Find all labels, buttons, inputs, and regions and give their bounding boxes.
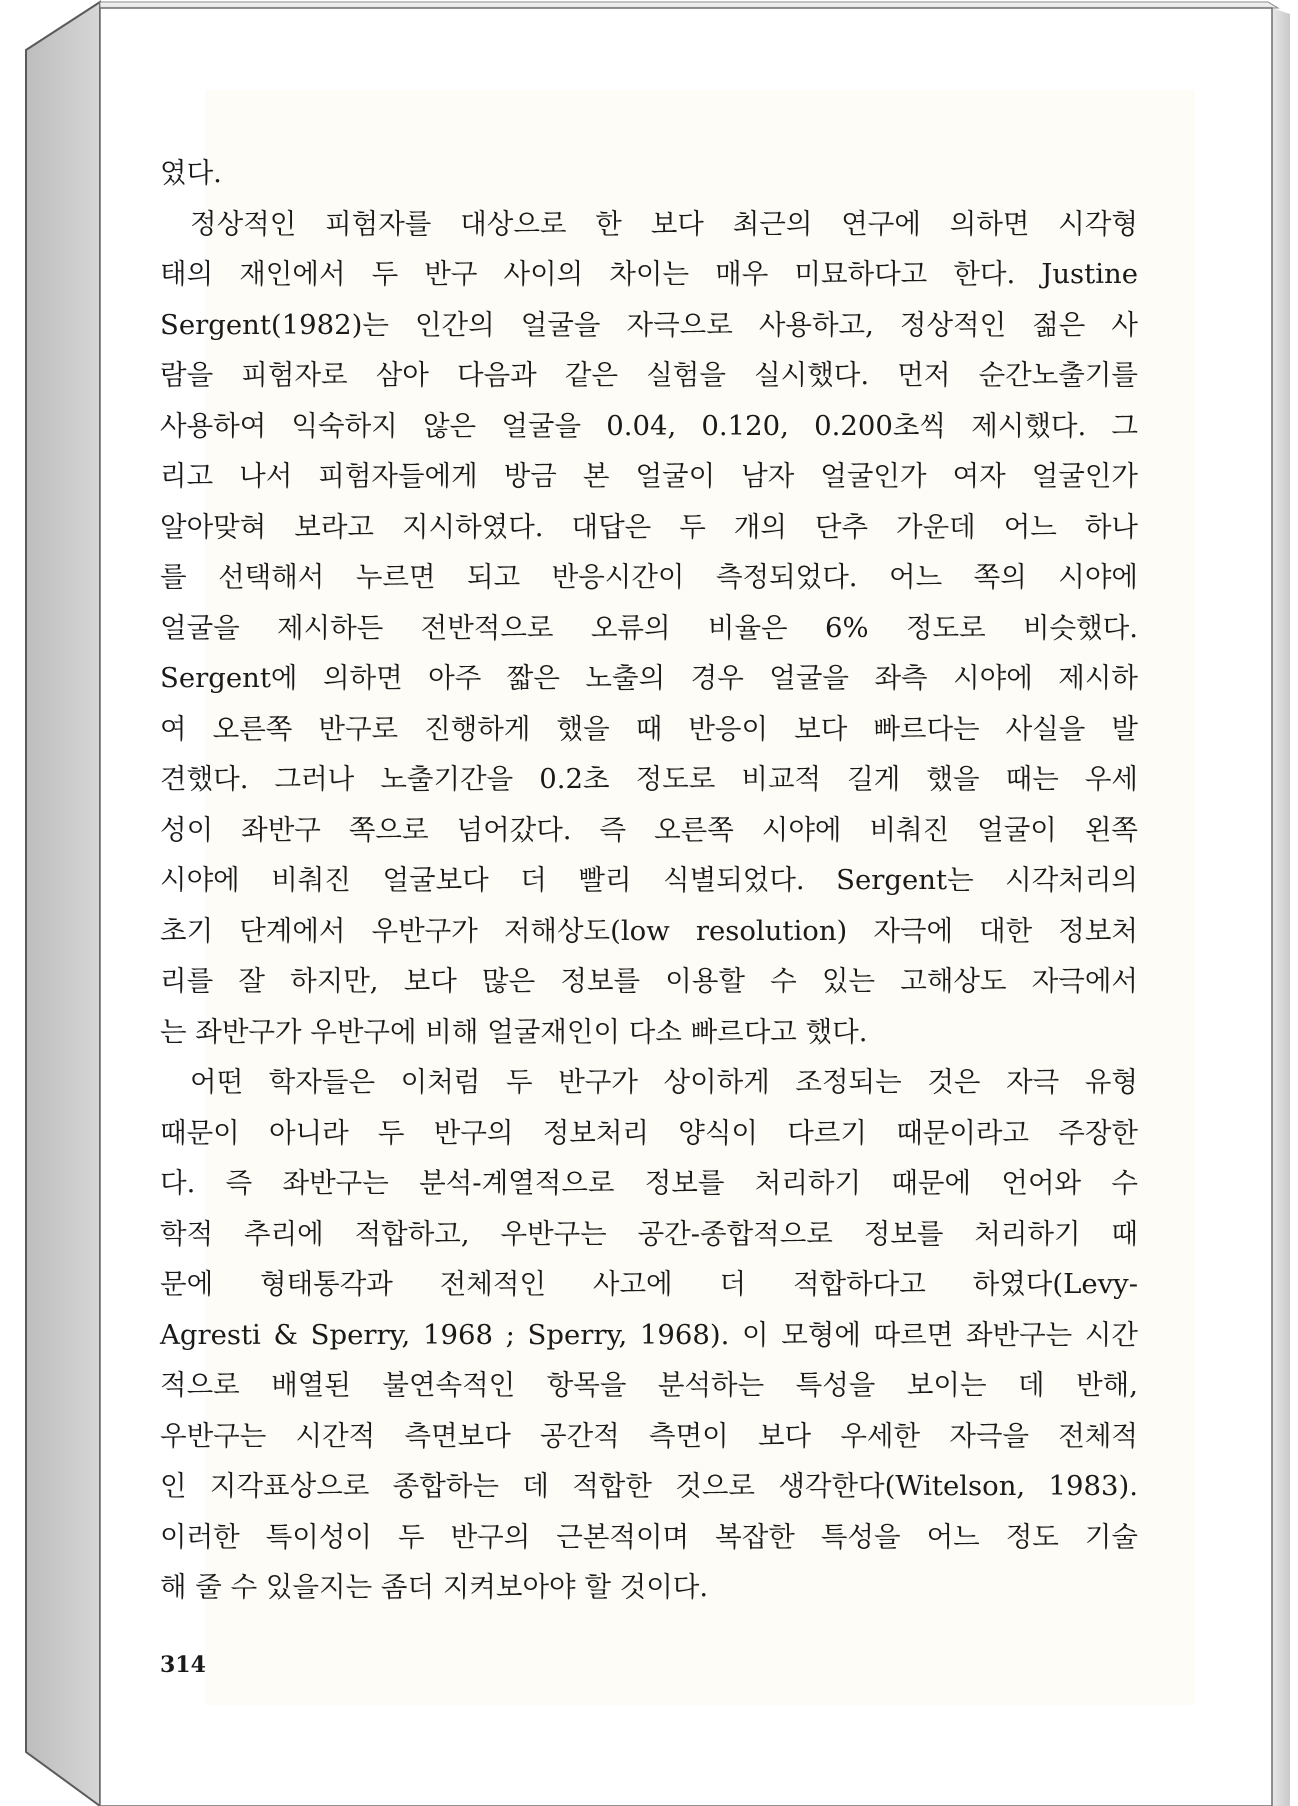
text-line: Agresti & Sperry, 1968 ; Sperry, 1968). 이 모형에 따르면 좌반구는 시간 <box>160 1318 1138 1351</box>
text-line: 문에 형태통각과 전체적인 사고에 더 적합하다고 하였다(Levy- <box>160 1268 1138 1300</box>
text-line: 우반구는 시간적 측면보다 공간적 측면이 보다 우세한 자극을 전체적 <box>160 1419 1138 1452</box>
text-line: 를 선택해서 누르면 되고 반응시간이 측정되었다. 어느 쪽의 시야에 <box>160 561 1138 593</box>
page-number: 314 <box>160 1652 206 1678</box>
book-top-edge <box>100 2 1278 8</box>
text-line: 시야에 비춰진 얼굴보다 더 빨리 식별되었다. Sergent는 시각처리의 <box>160 864 1138 896</box>
body-text <box>160 148 1138 1613</box>
text-line: 태의 재인에서 두 반구 사이의 차이는 매우 미묘하다고 한다. Justine <box>160 258 1138 290</box>
text-line: 해 줄 수 있을지는 좀더 지켜보아야 할 것이다. <box>160 1571 709 1603</box>
text-line: 리고 나서 피험자들에게 방금 본 얼굴이 남자 얼굴인가 여자 얼굴인가 <box>160 460 1138 492</box>
text-line: 견했다. 그러나 노출기간을 0.2초 정도로 비교적 길게 했을 때는 우세 <box>160 763 1138 795</box>
text-line: 정상적인 피험자를 대상으로 한 보다 최근의 연구에 의하면 시각형 <box>190 207 1138 240</box>
text-line: Sergent에 의하면 아주 짧은 노출의 경우 얼굴을 좌측 시야에 제시하 <box>160 662 1138 694</box>
text-line: 얼굴을 제시하든 전반적으로 오류의 비율은 6% 정도로 비슷했다. <box>160 611 1138 644</box>
text-line: 어떤 학자들은 이처럼 두 반구가 상이하게 조정되는 것은 자극 유형 <box>190 1066 1138 1098</box>
text-line: Sergent(1982)는 인간의 얼굴을 자극으로 사용하고, 정상적인 젊은 사 <box>160 308 1138 341</box>
text-line: 학적 추리에 적합하고, 우반구는 공간-종합적으로 정보를 처리하기 때 <box>160 1217 1138 1250</box>
text-line: 적으로 배열된 불연속적인 항목을 분석하는 특성을 보이는 데 반해, <box>160 1369 1138 1401</box>
text-line: 리를 잘 하지만, 보다 많은 정보를 이용할 수 있는 고해상도 자극에서 <box>160 965 1138 997</box>
text-line: 사용하여 익숙하지 않은 얼굴을 0.04, 0.120, 0.200초씩 제시했다. 그 <box>160 409 1138 442</box>
text-line: 였다. <box>160 157 222 189</box>
text-line: 다. 즉 좌반구는 분석-계열적으로 정보를 처리하기 때문에 언어와 수 <box>160 1167 1138 1199</box>
text-line: 인 지각표상으로 종합하는 데 적합한 것으로 생각한다(Witelson, 1983). <box>160 1470 1138 1502</box>
book-spine <box>26 2 100 1806</box>
text-line: 람을 피험자로 삼아 다음과 같은 실험을 실시했다. 먼저 순간노출기를 <box>160 359 1138 391</box>
text-line: 성이 좌반구 쪽으로 넘어갔다. 즉 오른쪽 시야에 비춰진 얼굴이 왼쪽 <box>160 813 1138 846</box>
text-line: 는 좌반구가 우반구에 비해 얼굴재인이 다소 빠르다고 했다. <box>160 1015 868 1048</box>
text-line: 알아맞혀 보라고 지시하였다. 대답은 두 개의 단추 가운데 어느 하나 <box>160 510 1138 543</box>
text-line: 초기 단계에서 우반구가 저해상도(low resolution) 자극에 대한 정보처 <box>160 914 1138 947</box>
text-line: 이러한 특이성이 두 반구의 근본적이며 복잡한 특성을 어느 정도 기술 <box>160 1520 1138 1553</box>
book-right-edge <box>1272 8 1290 1806</box>
text-line: 여 오른쪽 반구로 진행하게 했을 때 반응이 보다 빠르다는 사실을 발 <box>160 712 1138 745</box>
text-line: 때문이 아니라 두 반구의 정보처리 양식이 다르기 때문이라고 주장한 <box>160 1116 1138 1149</box>
